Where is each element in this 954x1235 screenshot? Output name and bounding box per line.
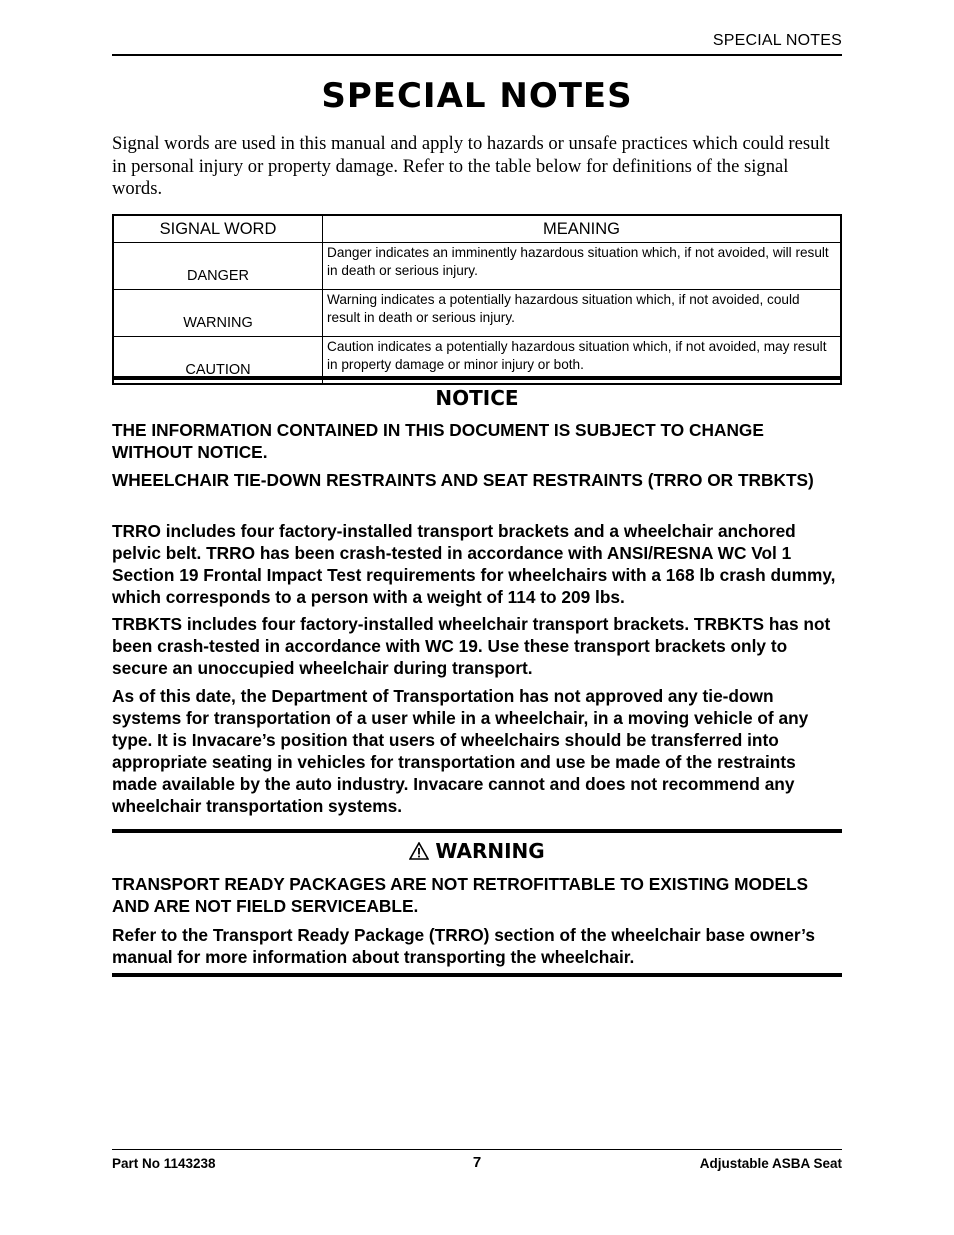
running-header: SPECIAL NOTES (712, 32, 842, 49)
warning-heading-label: WARNING (435, 839, 545, 863)
notice-paragraph-5: As of this date, the Department of Transportation has not approved any tie-down systems for transportation of a user while in a wheelchair, in a moving vehicle of any type. It is Invacare’s position that users of wheelchairs should be transferred into appropriate seating in vehicles for transportation and use be made of the restraints made available by the auto industry. Invacare cannot and does not recommend any wheelchair transportation systems. (112, 686, 809, 816)
warning-paragraph-2: Refer to the Transport Ready Package (TRRO) section of the wheelchair base owner’s manual for more information about transporting the wheelchair. (112, 925, 815, 967)
notice-paragraph-3: TRRO includes four factory-installed transport brackets and a wheelchair anchored pelvic belt. TRRO has been crash-tested in accordance with ANSI/RESNA WC Vol 1 Section 19 Frontal Impact Test requirements for wheelchairs with a 168 lb crash dummy, which corresponds to a person with a weight of 114 to 209 lbs. (112, 521, 836, 607)
warning-heading (112, 839, 842, 863)
warning-top-rule (112, 829, 842, 833)
signal-word-table (112, 214, 842, 385)
notice-paragraph-4: TRBKTS includes four factory-installed wheelchair transport brackets. TRBKTS has not been crash-tested in accordance with WC 19. Use these transport brackets only to secure an unoccupied wheelchair during transport. (112, 614, 831, 678)
warning-paragraph-1: TRANSPORT READY PACKAGES ARE NOT RETROFITTABLE TO EXISTING MODELS AND ARE NOT FIELD SERVICEABLE. (112, 874, 809, 916)
header-rule (112, 54, 842, 56)
signal-word-cell: CAUTION (113, 337, 323, 385)
notice-top-rule (112, 376, 842, 380)
page-title: SPECIAL NOTES (321, 76, 633, 116)
footer-rule (112, 1149, 842, 1150)
signal-word-cell: DANGER (113, 243, 323, 290)
warning-bottom-rule (112, 973, 842, 977)
footer-page-number: 7 (472, 1154, 482, 1171)
meaning-cell: Warning indicates a potentially hazardous situation which, if not avoided, could result in death or serious injury. (323, 290, 842, 337)
footer-product-name: Adjustable ASBA Seat (699, 1156, 842, 1171)
column-header-meaning: MEANING (323, 215, 842, 243)
table-row (113, 243, 841, 290)
intro-paragraph: Signal words are used in this manual and apply to hazards or unsafe practices which could result in personal injury or property damage. Refer to the table below for definitions of the signal words. (112, 133, 830, 199)
notice-paragraph-2: WHEELCHAIR TIE-DOWN RESTRAINTS AND SEAT RESTRAINTS (TRRO OR TRBKTS) (112, 470, 814, 490)
table-row (113, 290, 841, 337)
notice-heading: NOTICE (435, 386, 519, 410)
meaning-cell: Caution indicates a potentially hazardous situation which, if not avoided, may result in property damage or minor injury or both. (323, 337, 842, 385)
signal-word-cell: WARNING (113, 290, 323, 337)
warning-triangle-icon (409, 842, 429, 860)
footer-part-number: Part No 1143238 (112, 1156, 216, 1171)
column-header-signal-word: SIGNAL WORD (113, 215, 323, 243)
notice-paragraph-1: THE INFORMATION CONTAINED IN THIS DOCUMENT IS SUBJECT TO CHANGE WITHOUT NOTICE. (112, 420, 764, 462)
meaning-cell: Danger indicates an imminently hazardous situation which, if not avoided, will result in death or serious injury. (323, 243, 842, 290)
table-header-row (113, 215, 841, 243)
